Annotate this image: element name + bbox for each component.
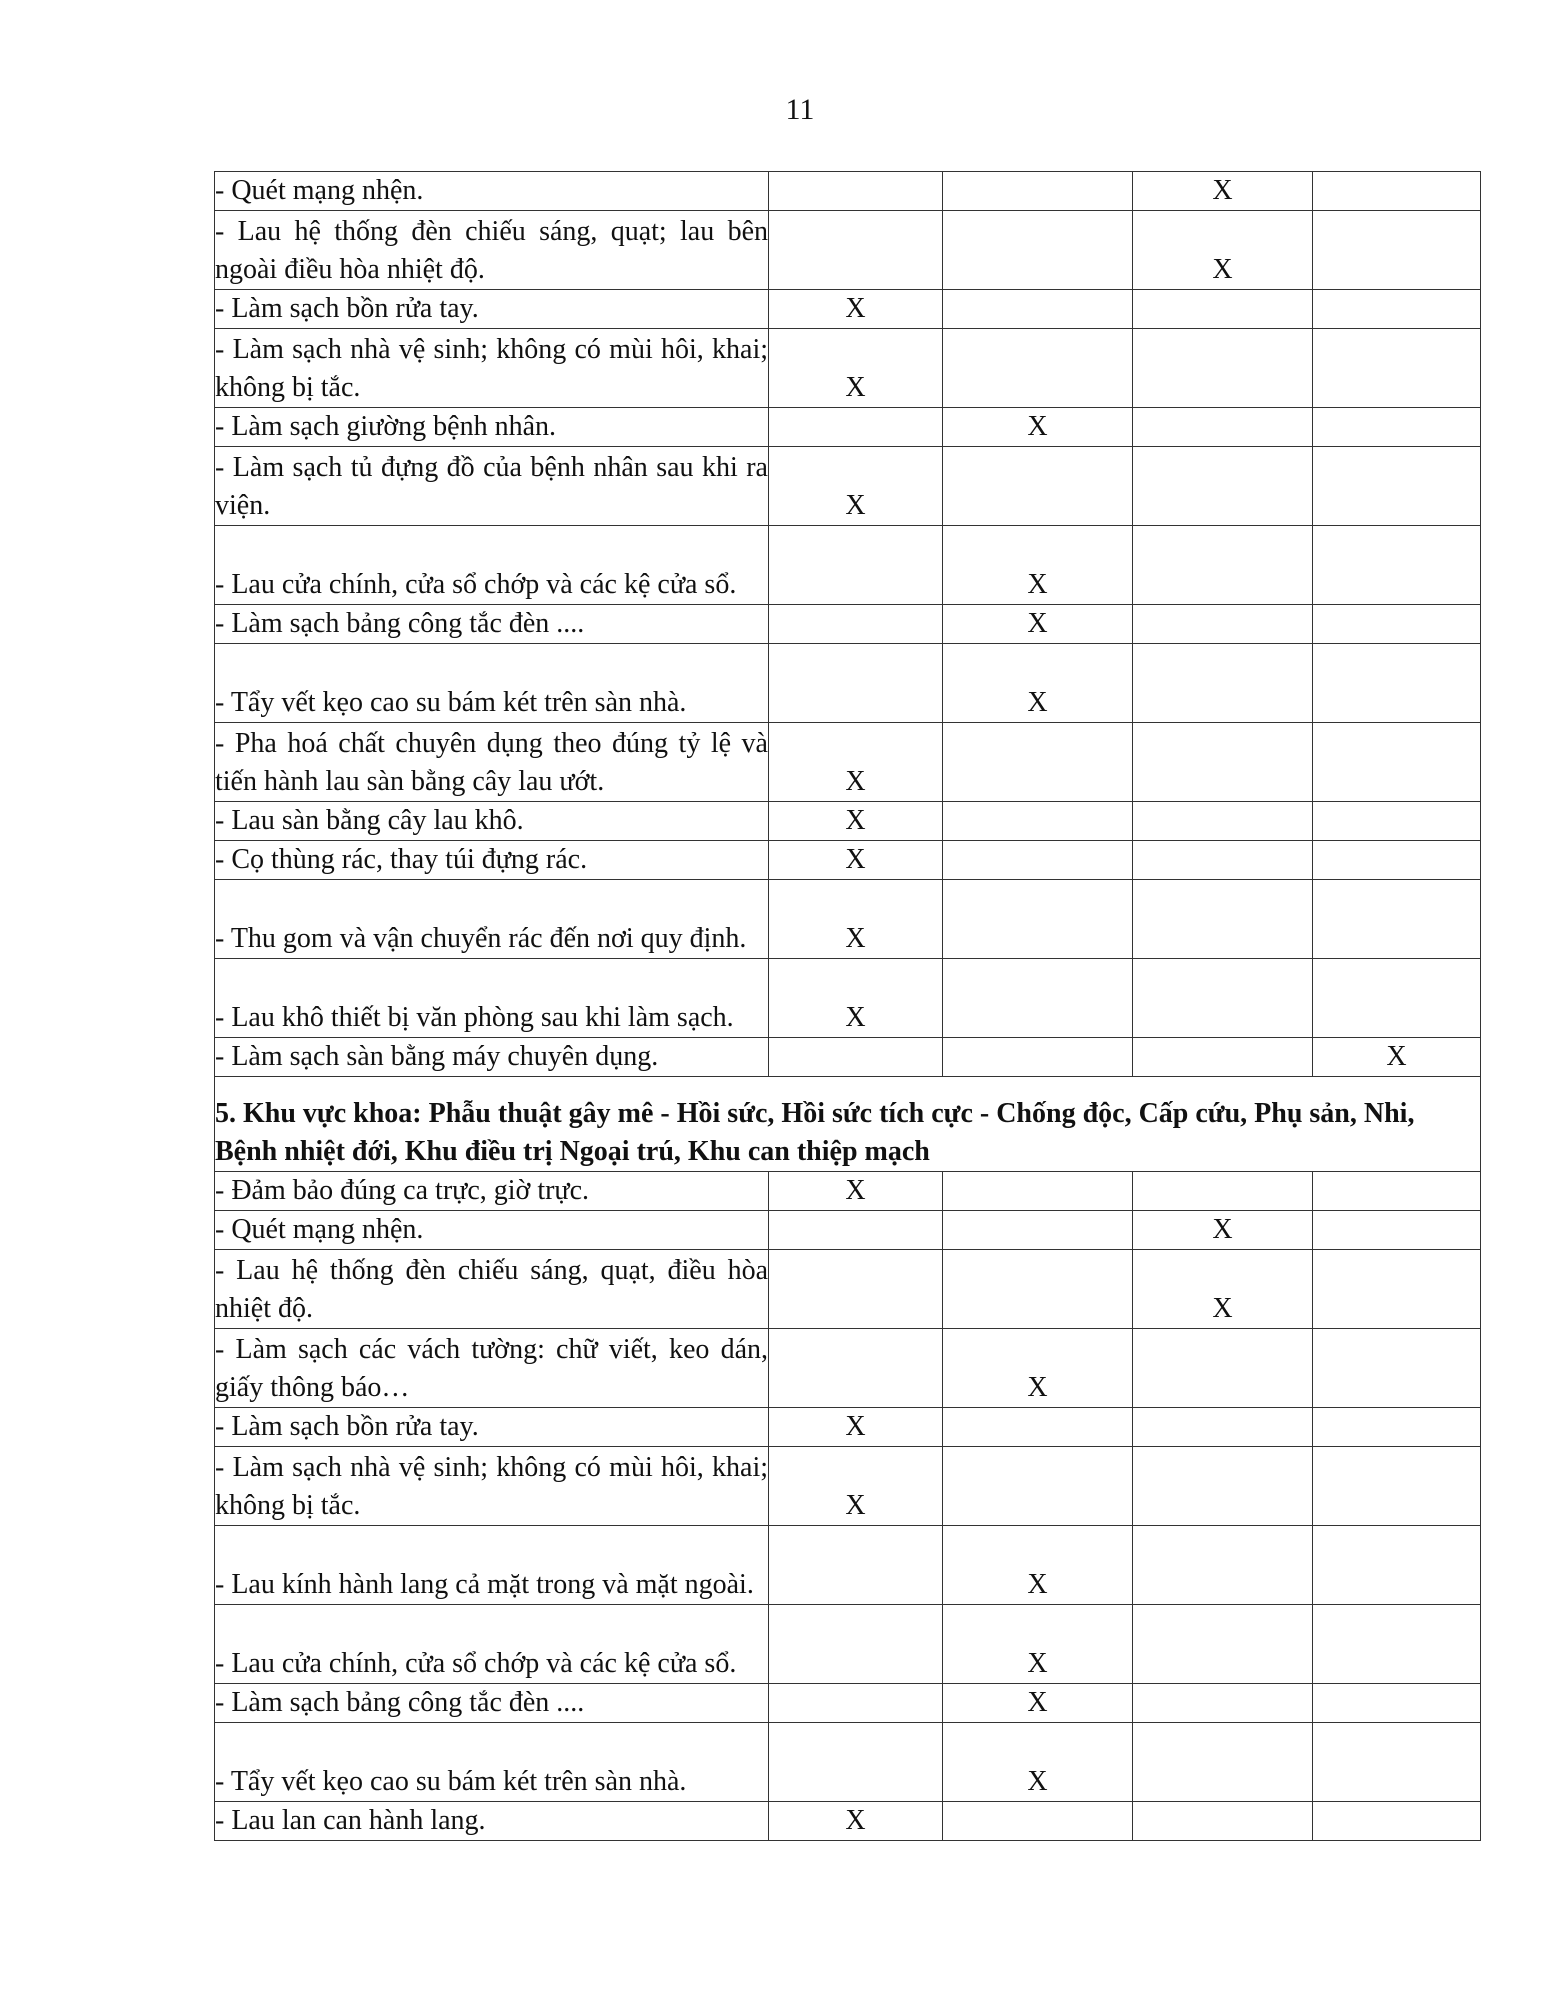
frequency-cell-3 [1133,1802,1313,1841]
frequency-cell-4 [1313,1172,1481,1211]
frequency-cell-3 [1133,1684,1313,1723]
task-cell: - Tẩy vết kẹo cao su bám két trên sàn nhà. [215,1723,769,1802]
frequency-cell-4 [1313,959,1481,1038]
frequency-cell-1: X [769,723,943,802]
frequency-cell-1 [769,1211,943,1250]
frequency-cell-4 [1313,1329,1481,1408]
frequency-cell-3 [1133,723,1313,802]
frequency-cell-1: X [769,880,943,959]
frequency-cell-3 [1133,1408,1313,1447]
table-row [215,723,1481,802]
frequency-cell-4 [1313,408,1481,447]
task-cell: - Làm sạch sàn bằng máy chuyên dụng. [215,1038,769,1077]
frequency-cell-3 [1133,329,1313,408]
frequency-cell-1: X [769,329,943,408]
table-row [215,447,1481,526]
frequency-cell-1: X [769,1447,943,1526]
frequency-cell-2 [943,1172,1133,1211]
frequency-cell-4 [1313,1526,1481,1605]
frequency-cell-2: X [943,644,1133,723]
frequency-cell-1: X [769,290,943,329]
frequency-cell-1: X [769,1802,943,1841]
frequency-cell-2 [943,290,1133,329]
frequency-cell-3 [1133,1526,1313,1605]
table-row [215,880,1481,959]
task-cell: - Lau cửa chính, cửa sổ chớp và các kệ cửa sổ. [215,1605,769,1684]
table-row [215,526,1481,605]
frequency-cell-1 [769,1038,943,1077]
task-cell: - Lau khô thiết bị văn phòng sau khi làm sạch. [215,959,769,1038]
frequency-cell-2: X [943,1723,1133,1802]
frequency-cell-2 [943,1408,1133,1447]
task-cell: - Làm sạch bảng công tắc đèn .... [215,1684,769,1723]
frequency-cell-2: X [943,526,1133,605]
frequency-cell-2 [943,959,1133,1038]
frequency-cell-1 [769,644,943,723]
table-row [215,1526,1481,1605]
task-cell: - Làm sạch bồn rửa tay. [215,290,769,329]
task-cell: - Đảm bảo đúng ca trực, giờ trực. [215,1172,769,1211]
frequency-cell-3: X [1133,211,1313,290]
section-heading-row [215,1077,1481,1172]
frequency-cell-1 [769,172,943,211]
task-cell: - Lau lan can hành lang. [215,1802,769,1841]
task-cell: - Quét mạng nhện. [215,1211,769,1250]
frequency-cell-1 [769,1684,943,1723]
frequency-cell-1 [769,1605,943,1684]
cleaning-schedule-table [214,171,1481,1841]
frequency-cell-1: X [769,1172,943,1211]
frequency-cell-4 [1313,447,1481,526]
frequency-cell-1 [769,211,943,290]
task-cell: - Pha hoá chất chuyên dụng theo đúng tỷ lệ và tiến hành lau sàn bằng cây lau ướt. [215,723,769,802]
frequency-cell-1 [769,408,943,447]
frequency-cell-3 [1133,447,1313,526]
frequency-cell-2: X [943,1526,1133,1605]
frequency-cell-4 [1313,1211,1481,1250]
frequency-cell-1 [769,605,943,644]
task-cell: - Thu gom và vận chuyển rác đến nơi quy định. [215,880,769,959]
frequency-cell-3 [1133,959,1313,1038]
table-row [215,1684,1481,1723]
frequency-cell-4 [1313,1605,1481,1684]
table-row [215,172,1481,211]
frequency-cell-4 [1313,1250,1481,1329]
table-row [215,1723,1481,1802]
task-cell: - Lau cửa chính, cửa sổ chớp và các kệ cửa sổ. [215,526,769,605]
task-cell: - Quét mạng nhện. [215,172,769,211]
frequency-cell-3 [1133,408,1313,447]
task-cell: - Tẩy vết kẹo cao su bám két trên sàn nhà. [215,644,769,723]
frequency-cell-2 [943,172,1133,211]
task-cell: - Làm sạch giường bệnh nhân. [215,408,769,447]
table-row [215,329,1481,408]
table-row [215,408,1481,447]
frequency-cell-2: X [943,605,1133,644]
frequency-cell-1 [769,526,943,605]
frequency-cell-4 [1313,841,1481,880]
table-row [215,959,1481,1038]
frequency-cell-4 [1313,290,1481,329]
table-row [215,1038,1481,1077]
table-row [215,605,1481,644]
frequency-cell-4 [1313,329,1481,408]
frequency-cell-4 [1313,1723,1481,1802]
task-cell: - Lau hệ thống đèn chiếu sáng, quạt; lau bên ngoài điều hòa nhiệt độ. [215,211,769,290]
task-cell: - Làm sạch bảng công tắc đèn .... [215,605,769,644]
frequency-cell-2 [943,1250,1133,1329]
section-5-heading: 5. Khu vực khoa: Phẫu thuật gây mê - Hồi sức, Hồi sức tích cực - Chống độc, Cấp cứu, Phụ sản, Nhi, Bệnh nhiệt đới, Khu điều trị Ngoại trú, Khu can thiệp mạch [215,1077,1481,1172]
task-cell: - Làm sạch tủ đựng đồ của bệnh nhân sau khi ra viện. [215,447,769,526]
frequency-cell-4 [1313,1447,1481,1526]
frequency-cell-2 [943,1447,1133,1526]
table-row [215,211,1481,290]
frequency-cell-1: X [769,802,943,841]
frequency-cell-2 [943,1211,1133,1250]
frequency-cell-3 [1133,1329,1313,1408]
table-row [215,841,1481,880]
frequency-cell-4 [1313,880,1481,959]
table-row [215,1329,1481,1408]
frequency-cell-4 [1313,1802,1481,1841]
table-row [215,644,1481,723]
frequency-cell-1 [769,1250,943,1329]
frequency-cell-1 [769,1526,943,1605]
frequency-cell-1: X [769,1408,943,1447]
frequency-cell-2: X [943,408,1133,447]
frequency-cell-2 [943,211,1133,290]
frequency-cell-4 [1313,605,1481,644]
table-row [215,1802,1481,1841]
frequency-cell-2 [943,1038,1133,1077]
frequency-cell-2 [943,723,1133,802]
frequency-cell-3 [1133,1605,1313,1684]
table-row [215,1408,1481,1447]
frequency-cell-3 [1133,290,1313,329]
frequency-cell-4 [1313,526,1481,605]
task-cell: - Làm sạch các vách tường: chữ viết, keo dán, giấy thông báo… [215,1329,769,1408]
frequency-cell-2: X [943,1684,1133,1723]
task-cell: - Cọ thùng rác, thay túi đựng rác. [215,841,769,880]
frequency-cell-4 [1313,1408,1481,1447]
table-row [215,1605,1481,1684]
frequency-cell-2: X [943,1329,1133,1408]
task-cell: - Lau sàn bằng cây lau khô. [215,802,769,841]
frequency-cell-3 [1133,1038,1313,1077]
task-cell: - Làm sạch bồn rửa tay. [215,1408,769,1447]
frequency-cell-3: X [1133,1250,1313,1329]
frequency-cell-3 [1133,1723,1313,1802]
frequency-cell-3 [1133,1447,1313,1526]
frequency-cell-3: X [1133,172,1313,211]
task-cell: - Lau kính hành lang cả mặt trong và mặt ngoài. [215,1526,769,1605]
frequency-cell-4: X [1313,1038,1481,1077]
frequency-cell-1 [769,1723,943,1802]
frequency-cell-3 [1133,526,1313,605]
frequency-cell-3: X [1133,1211,1313,1250]
frequency-cell-2 [943,880,1133,959]
frequency-cell-3 [1133,605,1313,644]
frequency-cell-3 [1133,880,1313,959]
frequency-cell-1: X [769,447,943,526]
frequency-cell-4 [1313,644,1481,723]
frequency-cell-1: X [769,959,943,1038]
table-row [215,290,1481,329]
task-cell: - Làm sạch nhà vệ sinh; không có mùi hôi, khai; không bị tắc. [215,1447,769,1526]
frequency-cell-4 [1313,723,1481,802]
frequency-cell-3 [1133,841,1313,880]
table-row [215,1447,1481,1526]
frequency-cell-2 [943,1802,1133,1841]
table-row [215,1250,1481,1329]
frequency-cell-2 [943,841,1133,880]
frequency-cell-1 [769,1329,943,1408]
task-cell: - Lau hệ thống đèn chiếu sáng, quạt, điều hòa nhiệt độ. [215,1250,769,1329]
task-cell: - Làm sạch nhà vệ sinh; không có mùi hôi, khai; không bị tắc. [215,329,769,408]
page-number: 11 [785,93,815,126]
table-row [215,1211,1481,1250]
frequency-cell-4 [1313,802,1481,841]
frequency-cell-2: X [943,1605,1133,1684]
frequency-cell-2 [943,329,1133,408]
frequency-cell-4 [1313,211,1481,290]
frequency-cell-2 [943,802,1133,841]
frequency-cell-2 [943,447,1133,526]
frequency-cell-3 [1133,644,1313,723]
frequency-cell-4 [1313,1684,1481,1723]
table-row [215,1172,1481,1211]
table-row [215,802,1481,841]
frequency-cell-1: X [769,841,943,880]
frequency-cell-4 [1313,172,1481,211]
frequency-cell-3 [1133,802,1313,841]
frequency-cell-3 [1133,1172,1313,1211]
